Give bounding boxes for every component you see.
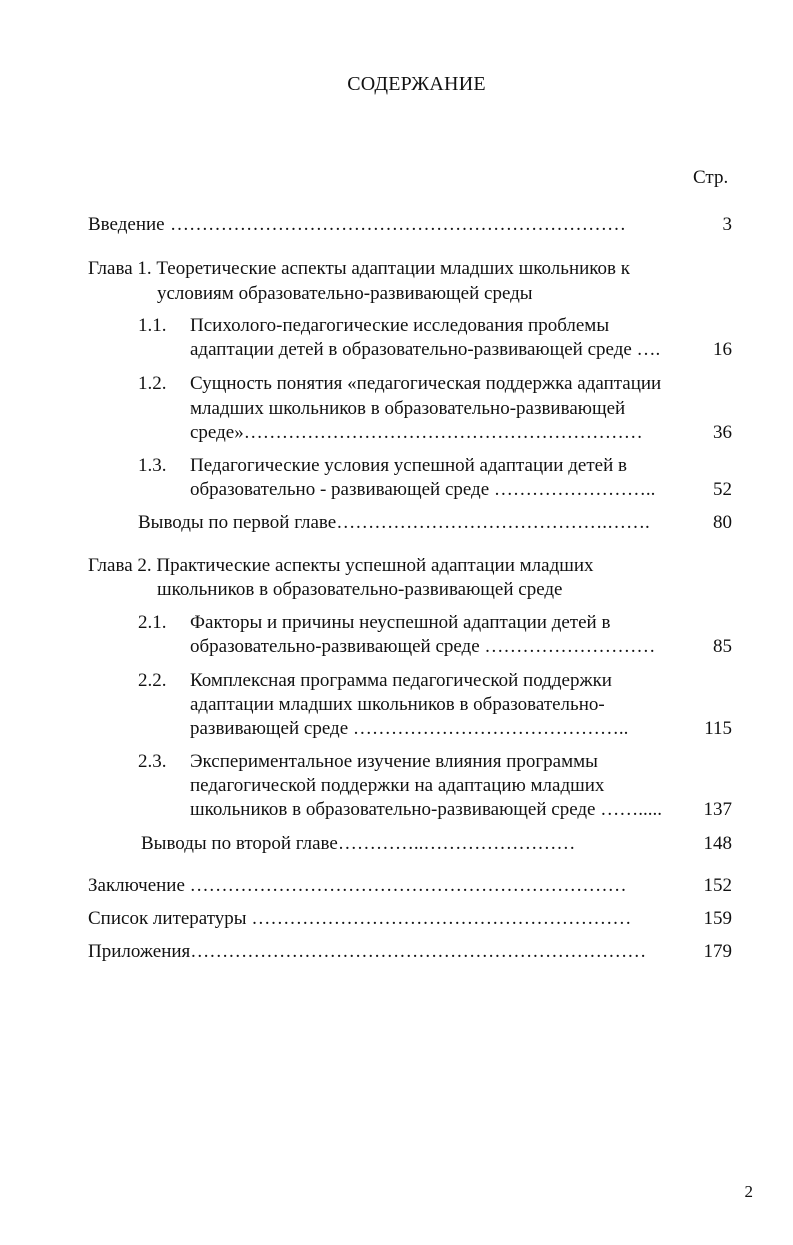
toc-chapter1-title[interactable]: Глава 1. Теоретические аспекты адаптации младших школьников к — [88, 258, 631, 279]
footer-page-number: 2 — [744, 1182, 753, 1201]
toc-intro-page: 3 — [722, 214, 732, 235]
toc-section-page: 36 — [713, 422, 732, 443]
toc-section-title-cont: адаптации младших школьников в образовательно- — [190, 694, 605, 715]
toc-section-number: 1.2. — [138, 373, 167, 394]
toc-section-title: Факторы и причины неуспешной адаптации детей в — [190, 612, 611, 633]
toc-section-title-cont: среде»……………………………………………………… — [190, 422, 643, 443]
toc-conclusions-page: 80 — [713, 512, 732, 533]
toc-entry-title: Список литературы …………………………………………………… — [88, 908, 632, 929]
page-title: СОДЕРЖАНИЕ — [347, 73, 486, 95]
toc-chapter2-title-cont: школьников в образовательно-развивающей среде — [157, 579, 563, 600]
toc-section-page: 137 — [703, 799, 732, 820]
toc-section-number: 2.1. — [138, 612, 167, 633]
toc-section-title-cont: педагогической поддержки на адаптацию младших — [190, 775, 605, 796]
toc-section-title-cont: школьников в образовательно-развивающей среде ……..... — [190, 799, 662, 820]
toc-entry-title: Заключение …………………………………………………………… — [88, 875, 627, 896]
toc-section-page: 115 — [704, 718, 732, 739]
toc-conclusions-page: 148 — [703, 833, 732, 854]
toc-section-title: Экспериментальное изучение влияния программы — [190, 751, 598, 772]
toc-section-title-cont: адаптации детей в образовательно-развивающей среде …. — [190, 339, 661, 360]
toc-section-title: Сущность понятия «педагогическая поддержка адаптации — [190, 373, 662, 394]
toc-intro-leader: ……………………………………………………………… — [170, 214, 626, 235]
toc-section-title-cont: развивающей среде …………………………………….. — [190, 718, 629, 739]
toc-section-title: Комплексная программа педагогической поддержки — [190, 670, 612, 691]
toc-section-title: Психолого-педагогические исследования проблемы — [190, 315, 610, 336]
toc-entry-page: 179 — [703, 941, 732, 962]
toc-section-title-cont: образовательно-развивающей среде ……………………… — [190, 636, 656, 657]
toc-section-page: 52 — [713, 479, 732, 500]
toc-entry-page: 152 — [703, 875, 732, 896]
toc-section-number: 2.3. — [138, 751, 167, 772]
toc-section-title-cont: младших школьников в образовательно-развивающей — [190, 398, 626, 419]
toc-section-page: 85 — [713, 636, 732, 657]
toc-section-number: 1.3. — [138, 455, 167, 476]
toc-intro-title: Введение — [88, 214, 165, 235]
toc-section-page: 16 — [713, 339, 732, 360]
toc-section-number: 1.1. — [138, 315, 167, 336]
toc-chapter2-title[interactable]: Глава 2. Практические аспекты успешной адаптации младших — [88, 555, 594, 576]
toc-section-title: Педагогические условия успешной адаптации детей в — [190, 455, 627, 476]
toc-chapter1-title-cont: условиям образовательно-развивающей среды — [157, 283, 533, 304]
toc-conclusions-title: Выводы по второй главе…………..…………………… — [141, 833, 576, 854]
page-column-label: Стр. — [693, 167, 729, 188]
toc-section-title-cont: образовательно - развивающей среде …………………….. — [190, 479, 656, 500]
toc-conclusions-title: Выводы по первой главе…………………………………….……. — [138, 512, 650, 533]
toc-entry-title: Приложения……………………………………………………………… — [88, 941, 647, 962]
toc-section-number: 2.2. — [138, 670, 167, 691]
toc-entry-page: 159 — [703, 908, 732, 929]
